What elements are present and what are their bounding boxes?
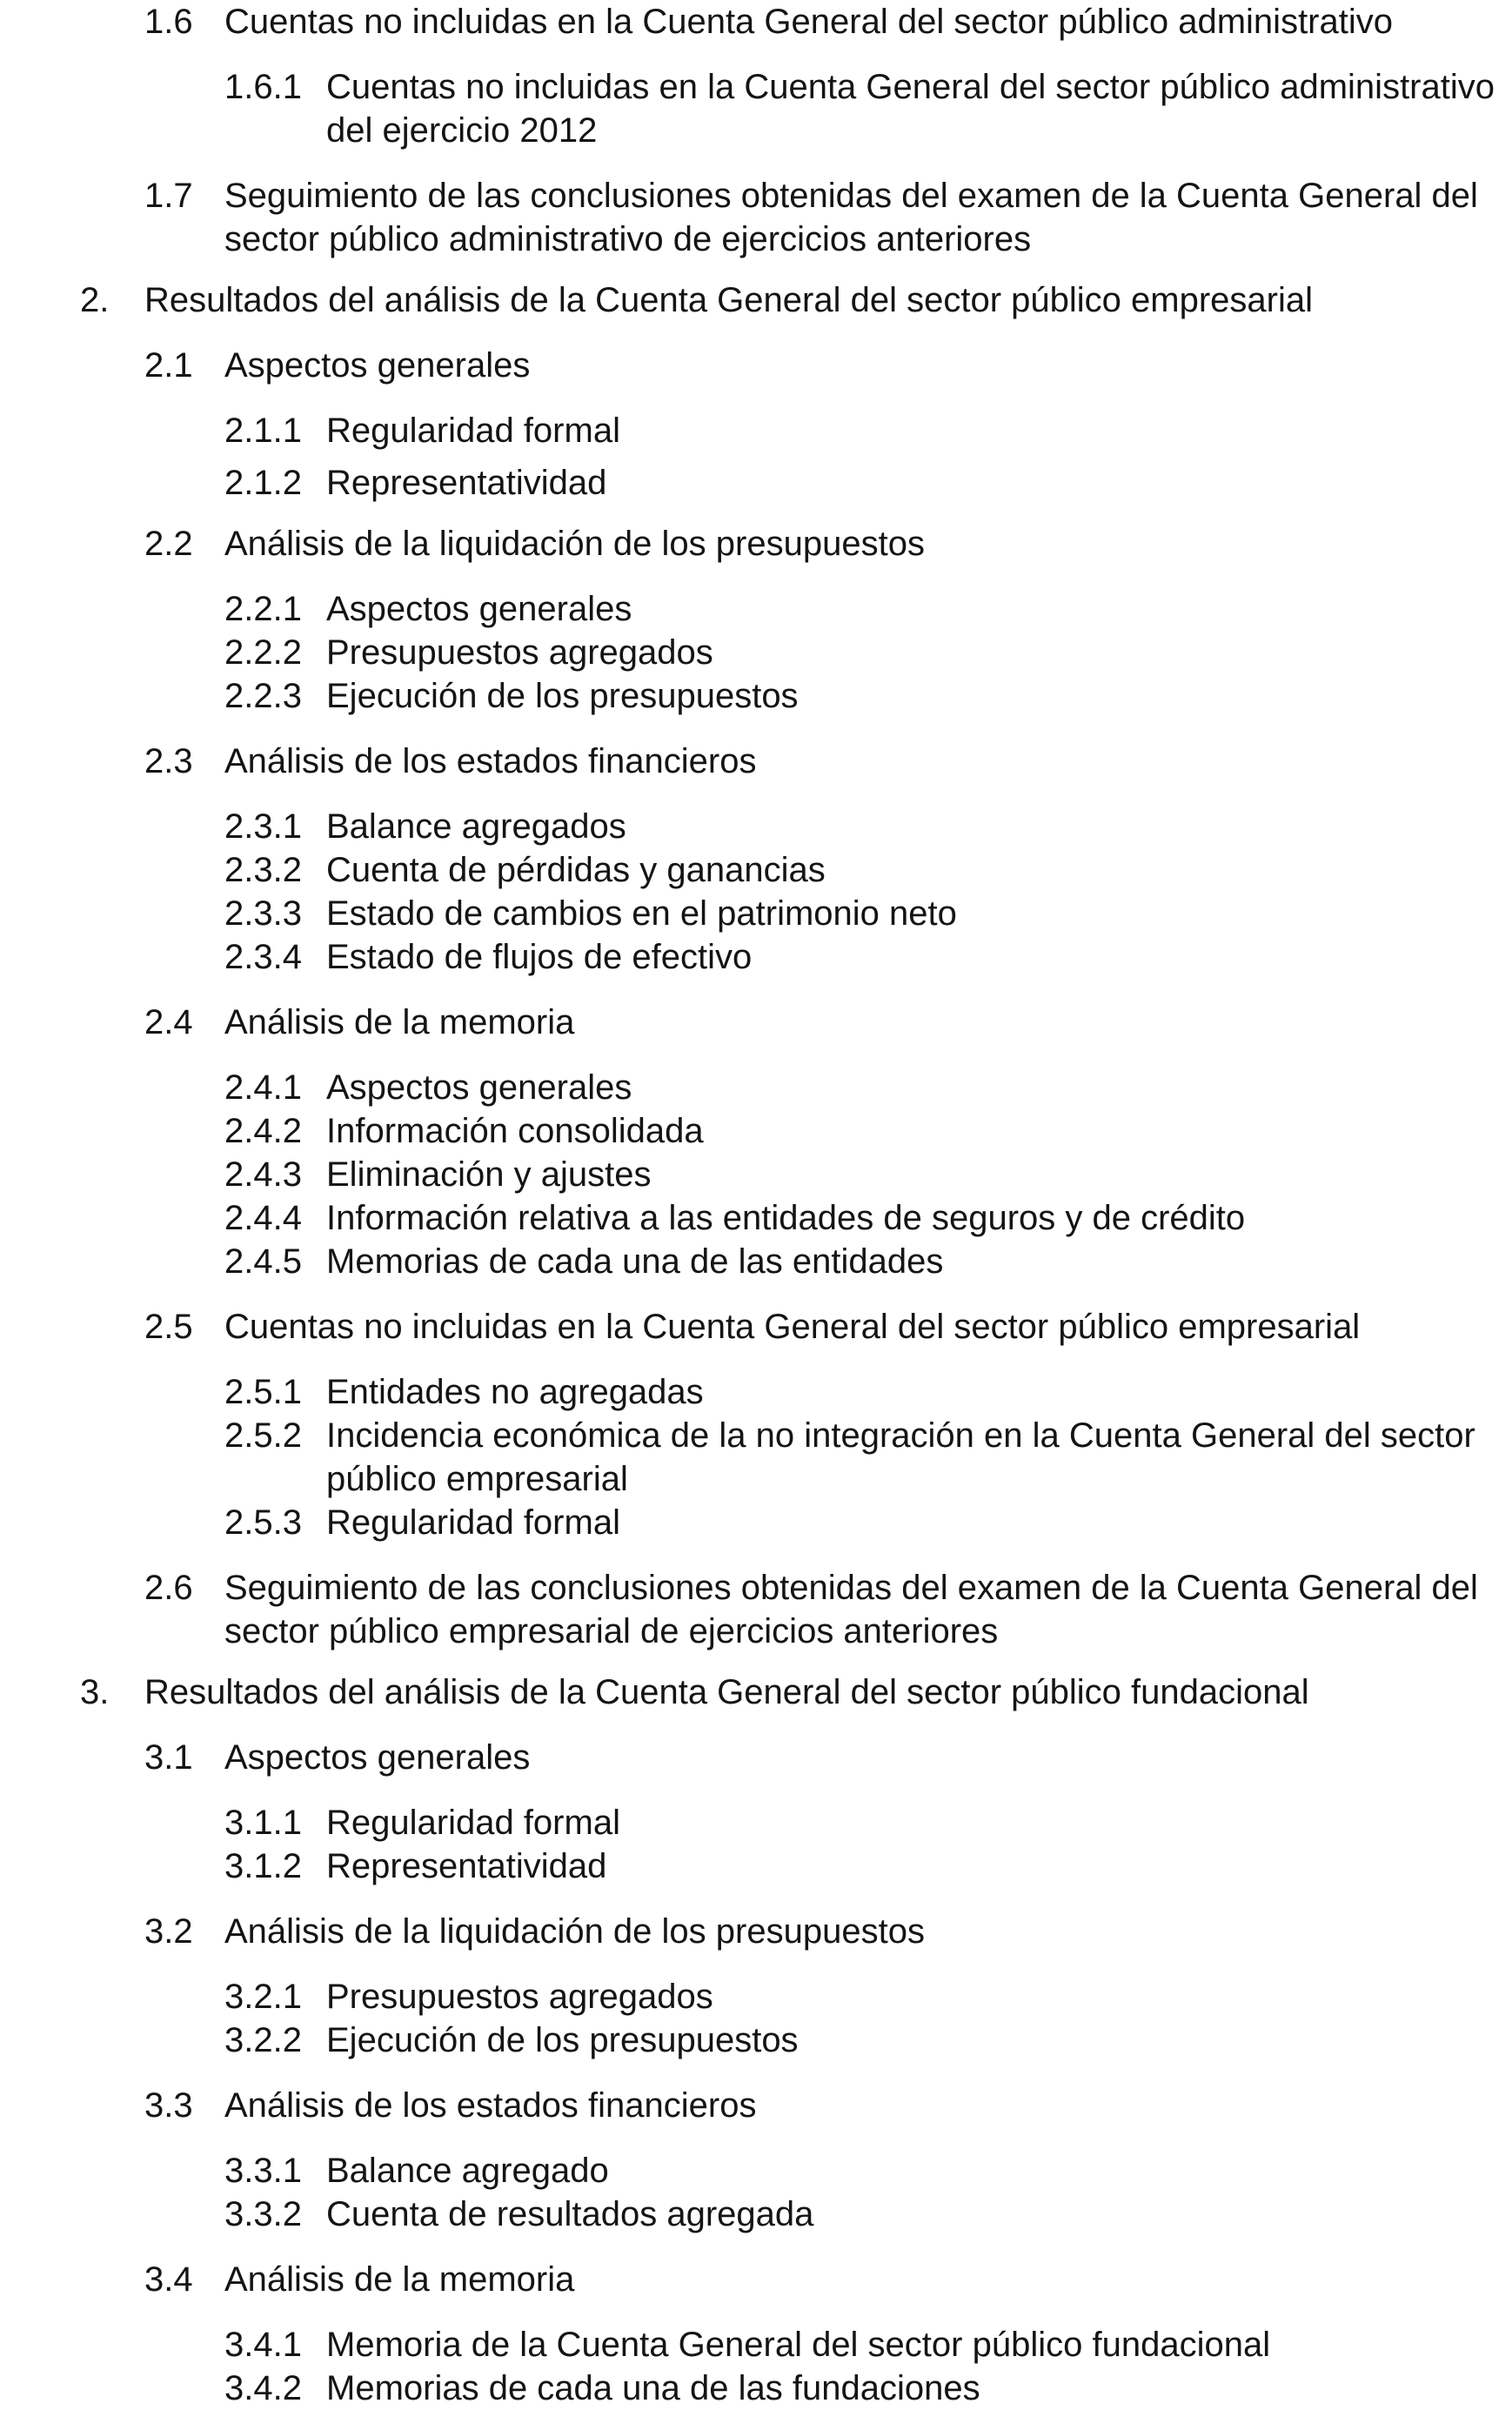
toc-entry-title: Memorias de cada una de las entidades bbox=[326, 1242, 944, 1281]
toc-entry-title: Presupuestos agregados bbox=[326, 1978, 713, 2016]
toc-entry-level-3 bbox=[224, 1844, 1495, 1888]
toc-entry-number: 3.2.1 bbox=[224, 1978, 302, 2016]
toc-entry-level-3 bbox=[224, 409, 1495, 452]
toc-entry-title: Cuenta de pérdidas y ganancias bbox=[326, 851, 826, 889]
toc-entry-level-3 bbox=[224, 1109, 1495, 1153]
toc-entry-title: Cuentas no incluidas en la Cuenta General del sector público empresarial bbox=[224, 1308, 1361, 1346]
toc-entry-number: 2.5.3 bbox=[224, 1503, 302, 1542]
toc-entry-title: Seguimiento de las conclusiones obtenidas del examen de la Cuenta General del sector público administrativo de ejercicios anteriores bbox=[224, 177, 1478, 258]
toc-entry-number: 2.1.2 bbox=[224, 464, 302, 502]
toc-entry-title: Resultados del análisis de la Cuenta General del sector público fundacional bbox=[144, 1673, 1309, 1711]
toc-entry-title: Ejecución de los presupuestos bbox=[326, 677, 799, 715]
toc-entry-level-3 bbox=[224, 2192, 1495, 2236]
toc-entry-level-3 bbox=[224, 1501, 1495, 1544]
toc-entry-level-2 bbox=[144, 740, 1495, 783]
toc-entry-number: 2.3.3 bbox=[224, 894, 302, 933]
toc-entry-level-1 bbox=[80, 1670, 1495, 1714]
toc-entry-number: 3.2.2 bbox=[224, 2021, 302, 2059]
toc-entry-title: Cuentas no incluidas en la Cuenta General del sector público administrativo del ejercicio 2012 bbox=[326, 68, 1495, 150]
toc-entry-title: Presupuestos agregados bbox=[326, 633, 713, 672]
toc-entry-level-3 bbox=[224, 631, 1495, 674]
toc-entry-title: Incidencia económica de la no integración en la Cuenta General del sector público empresarial bbox=[326, 1416, 1475, 1498]
toc-entry-title: Aspectos generales bbox=[224, 346, 531, 385]
toc-entry-title: Análisis de los estados financieros bbox=[224, 742, 757, 780]
toc-entry-number: 2.3 bbox=[144, 742, 193, 780]
toc-entry-title: Balance agregados bbox=[326, 807, 626, 846]
toc-entry-title: Aspectos generales bbox=[224, 1738, 531, 1777]
toc-entry-level-3 bbox=[224, 1370, 1495, 1414]
toc-entry-number: 2.3.2 bbox=[224, 851, 302, 889]
toc-entry-level-2 bbox=[144, 2258, 1495, 2301]
toc-entry-number: 2.4.3 bbox=[224, 1155, 302, 1194]
toc-entry-number: 2.1 bbox=[144, 346, 193, 385]
toc-entry-title: Análisis de la memoria bbox=[224, 1003, 575, 1041]
toc-entry-level-2 bbox=[144, 1910, 1495, 1953]
toc-entry-title: Análisis de la liquidación de los presupuestos bbox=[224, 525, 925, 563]
toc-entry-level-3 bbox=[224, 2366, 1495, 2410]
toc-entry-title: Regularidad formal bbox=[326, 412, 620, 450]
toc-entry-level-3 bbox=[224, 805, 1495, 848]
toc-entry-level-3 bbox=[224, 935, 1495, 979]
toc-entry-number: 2.2.3 bbox=[224, 677, 302, 715]
toc-entry-level-3 bbox=[224, 1153, 1495, 1196]
toc-entry-level-2 bbox=[144, 1305, 1495, 1349]
toc-entry-level-2 bbox=[144, 344, 1495, 387]
toc-entry-number: 3.4 bbox=[144, 2260, 193, 2299]
toc-entry-number: 1.6.1 bbox=[224, 68, 302, 106]
toc-entry-level-3 bbox=[224, 1240, 1495, 1283]
toc-entry-title: Balance agregado bbox=[326, 2152, 609, 2190]
toc-entry-number: 2.6 bbox=[144, 1569, 193, 1607]
toc-entry-title: Entidades no agregadas bbox=[326, 1373, 704, 1411]
toc-entry-title: Información consolidada bbox=[326, 1112, 704, 1150]
toc-entry-number: 3.3.1 bbox=[224, 2152, 302, 2190]
toc-entry-level-2 bbox=[144, 174, 1495, 261]
toc-entry-number: 3.1 bbox=[144, 1738, 193, 1777]
toc-entry-title: Resultados del análisis de la Cuenta General del sector público empresarial bbox=[144, 281, 1313, 319]
toc-entry-title: Análisis de la liquidación de los presupuestos bbox=[224, 1912, 925, 1951]
toc-entry-title: Aspectos generales bbox=[326, 590, 632, 628]
toc-entry-title: Información relativa a las entidades de seguros y de crédito bbox=[326, 1199, 1246, 1237]
toc-entry-number: 2.4.2 bbox=[224, 1112, 302, 1150]
toc-entry-number: 2.3.4 bbox=[224, 938, 302, 976]
toc-entry-number: 3.2 bbox=[144, 1912, 193, 1951]
toc-entry-title: Cuenta de resultados agregada bbox=[326, 2195, 814, 2233]
toc-entry-number: 3.3 bbox=[144, 2086, 193, 2125]
toc-entry-level-3 bbox=[224, 848, 1495, 892]
toc-entry-level-1 bbox=[80, 278, 1495, 322]
toc-entry-level-3 bbox=[224, 1066, 1495, 1109]
toc-entry-number: 3.4.2 bbox=[224, 2369, 302, 2407]
toc-entry-number: 2.5.1 bbox=[224, 1373, 302, 1411]
toc-entry-level-2 bbox=[144, 1736, 1495, 1779]
toc-entry-level-3 bbox=[224, 2018, 1495, 2062]
toc-entry-title: Cuentas no incluidas en la Cuenta General del sector público administrativo bbox=[224, 3, 1393, 41]
toc-entry-level-3 bbox=[224, 674, 1495, 718]
toc-entry-level-2 bbox=[144, 0, 1495, 44]
toc-entry-level-3 bbox=[224, 1414, 1495, 1501]
toc-entry-title: Análisis de la memoria bbox=[224, 2260, 575, 2299]
toc-entry-level-3 bbox=[224, 1801, 1495, 1844]
toc-entry-title: Análisis de los estados financieros bbox=[224, 2086, 757, 2125]
toc-entry-title: Ejecución de los presupuestos bbox=[326, 2021, 799, 2059]
toc-entry-number: 2.5 bbox=[144, 1308, 193, 1346]
toc-entry-number: 2.4 bbox=[144, 1003, 193, 1041]
toc-entry-level-3 bbox=[224, 1196, 1495, 1240]
toc-entry-number: 2.4.1 bbox=[224, 1068, 302, 1107]
toc-entry-title: Seguimiento de las conclusiones obtenidas del examen de la Cuenta General del sector público empresarial de ejercicios anteriores bbox=[224, 1569, 1478, 1650]
toc-entry-number: 2.2 bbox=[144, 525, 193, 563]
toc-entry-level-3 bbox=[224, 2323, 1495, 2366]
toc-entry-title: Eliminación y ajustes bbox=[326, 1155, 652, 1194]
toc-entry-number: 2.2.2 bbox=[224, 633, 302, 672]
toc-entry-level-3 bbox=[224, 892, 1495, 935]
toc-entry-level-2 bbox=[144, 1566, 1495, 1653]
toc-entry-title: Estado de cambios en el patrimonio neto bbox=[326, 894, 957, 933]
toc-entry-number: 2. bbox=[80, 281, 110, 319]
toc-entry-number: 3.3.2 bbox=[224, 2195, 302, 2233]
toc-entry-level-3 bbox=[224, 65, 1495, 152]
toc-entry-number: 3.1.2 bbox=[224, 1847, 302, 1885]
toc-entry-title: Estado de flujos de efectivo bbox=[326, 938, 753, 976]
toc-entry-number: 2.3.1 bbox=[224, 807, 302, 846]
toc-entry-number: 2.2.1 bbox=[224, 590, 302, 628]
toc-entry-number: 3. bbox=[80, 1673, 110, 1711]
toc-entry-number: 1.7 bbox=[144, 177, 193, 215]
toc-entry-level-2 bbox=[144, 2084, 1495, 2127]
toc-entry-level-3 bbox=[224, 461, 1495, 505]
toc-entry-level-2 bbox=[144, 1001, 1495, 1044]
toc-entry-level-3 bbox=[224, 2149, 1495, 2192]
toc-entry-number: 3.1.1 bbox=[224, 1804, 302, 1842]
toc-entry-title: Aspectos generales bbox=[326, 1068, 632, 1107]
toc-entry-title: Regularidad formal bbox=[326, 1804, 620, 1842]
toc-entry-title: Regularidad formal bbox=[326, 1503, 620, 1542]
toc-entry-level-2 bbox=[144, 522, 1495, 566]
toc-entry-level-3 bbox=[224, 587, 1495, 631]
toc-entry-number: 2.1.1 bbox=[224, 412, 302, 450]
toc-entry-title: Representatividad bbox=[326, 464, 607, 502]
toc-entry-number: 3.4.1 bbox=[224, 2326, 302, 2364]
toc-entry-number: 1.6 bbox=[144, 3, 193, 41]
toc-entry-level-3 bbox=[224, 1975, 1495, 2018]
toc-entry-number: 2.5.2 bbox=[224, 1416, 302, 1455]
toc-entry-title: Representatividad bbox=[326, 1847, 607, 1885]
toc-entry-title: Memoria de la Cuenta General del sector público fundacional bbox=[326, 2326, 1271, 2364]
toc-entry-number: 2.4.4 bbox=[224, 1199, 302, 1237]
toc-entry-number: 2.4.5 bbox=[224, 1242, 302, 1281]
toc-entry-title: Memorias de cada una de las fundaciones bbox=[326, 2369, 980, 2407]
